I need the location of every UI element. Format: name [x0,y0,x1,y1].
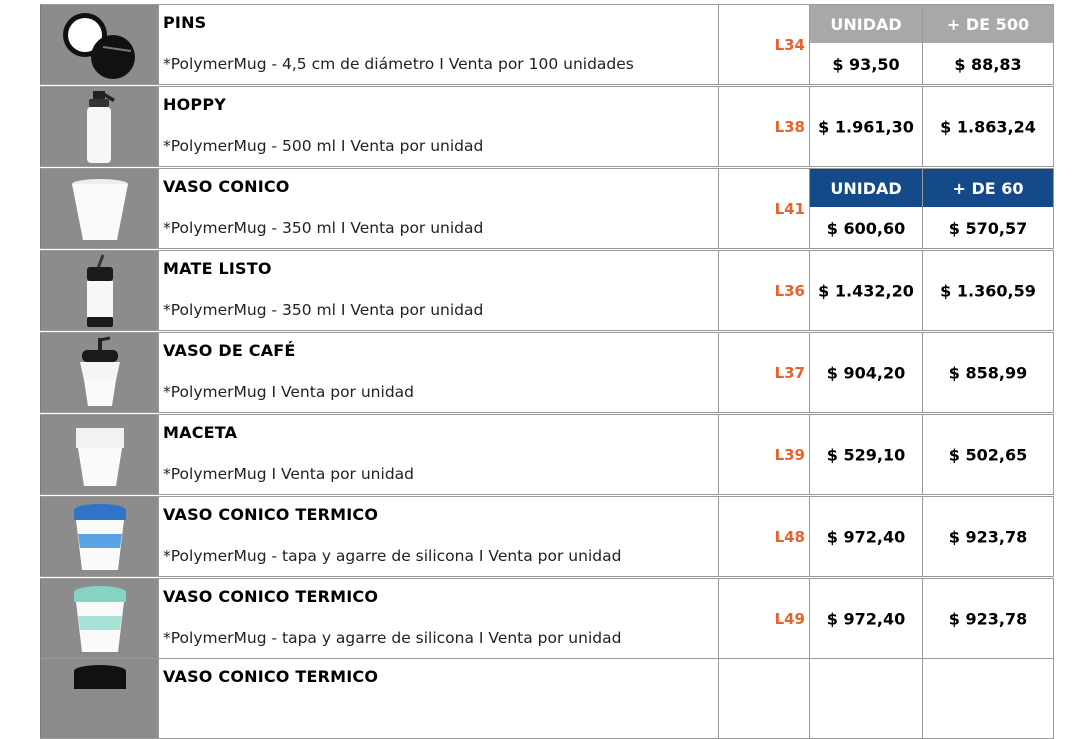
product-code: L37 [774,363,805,382]
product-description-cell [158,169,718,248]
price-header-bulk: + DE 60 [923,169,1053,207]
product-name: VASO CONICO TERMICO [163,505,379,524]
price-bulk-cell [923,415,1054,494]
product-code-cell [718,333,810,412]
pin-icon [55,7,145,82]
price-unit-cell [810,5,923,84]
price-bulk: $ 923,78 [948,609,1028,628]
price-unit-cell [810,659,923,738]
price-unit: $ 529,10 [826,445,906,464]
price-header-bulk: + DE 500 [923,5,1053,43]
thermal-cup-black-icon [68,659,132,689]
product-detail: *PolymerMug I Venta por unidad [163,383,414,401]
thermal-cup-mint-icon [68,582,132,656]
product-name: VASO CONICO [163,177,290,196]
price-unit: $ 1.961,30 [818,117,914,136]
product-name: VASO CONICO TERMICO [163,667,379,686]
price-unit: $ 904,20 [826,363,906,382]
price-bulk-cell [923,497,1054,576]
table-row [40,496,1054,577]
price-unit: $ 1.432,20 [818,281,914,300]
conic-cup-icon [65,174,135,244]
price-bulk: $ 88,83 [954,55,1022,74]
product-image-cell [40,333,158,412]
planter-icon [70,420,130,490]
price-bulk-cell [923,659,1054,738]
product-detail: *PolymerMug - 350 ml I Venta por unidad [163,301,484,319]
product-code: L34 [774,35,805,54]
bottle-icon [75,89,125,165]
product-name: MACETA [163,423,238,442]
table-row [40,578,1054,659]
price-bulk-cell [923,5,1054,84]
product-name: PINS [163,13,207,32]
price-unit-cell [810,251,923,330]
product-description-cell [158,579,718,658]
price-bulk: $ 1.360,59 [940,281,1036,300]
product-name: VASO CONICO TERMICO [163,587,379,606]
product-code-cell [718,497,810,576]
price-bulk: $ 1.863,24 [940,117,1036,136]
table-row [40,332,1054,413]
product-detail: *PolymerMug - 350 ml I Venta por unidad [163,219,484,237]
mate-icon [75,253,125,329]
product-image-cell [40,659,158,738]
product-detail: *PolymerMug - tapa y agarre de silicona I Venta por unidad [163,547,622,565]
product-code-cell [718,251,810,330]
price-unit-cell [810,87,923,166]
product-description-cell [158,659,718,738]
product-code-cell [718,659,810,738]
product-code-cell [718,415,810,494]
product-image-cell [40,169,158,248]
price-unit: $ 600,60 [826,219,906,238]
product-description-cell [158,415,718,494]
product-image-cell [40,251,158,330]
product-name: VASO DE CAFÉ [163,341,296,360]
price-unit-cell [810,169,923,248]
product-name: MATE LISTO [163,259,272,278]
table-row [40,4,1054,85]
product-code-cell [718,579,810,658]
price-header-unit: UNIDAD [810,169,922,207]
price-unit: $ 972,40 [826,527,906,546]
price-unit: $ 972,40 [826,609,906,628]
product-detail: *PolymerMug - 500 ml I Venta por unidad [163,137,484,155]
price-bulk-cell [923,579,1054,658]
price-unit: $ 93,50 [832,55,900,74]
price-bulk-cell [923,333,1054,412]
price-bulk-cell [923,251,1054,330]
price-bulk-cell [923,169,1054,248]
product-code: L48 [774,527,805,546]
product-description-cell [158,251,718,330]
coffee-cup-icon [70,336,130,410]
price-unit-cell [810,579,923,658]
table-row [40,658,1054,739]
price-unit-cell [810,497,923,576]
product-image-cell [40,5,158,84]
product-detail: *PolymerMug I Venta por unidad [163,465,414,483]
product-image-cell [40,415,158,494]
table-row [40,250,1054,331]
table-row [40,168,1054,249]
price-unit-cell [810,415,923,494]
product-image-cell [40,497,158,576]
price-header-unit: UNIDAD [810,5,922,43]
product-description-cell [158,333,718,412]
product-code-cell [718,5,810,84]
product-description-cell [158,87,718,166]
product-code-cell [718,87,810,166]
product-code: L41 [774,199,805,218]
price-bulk: $ 858,99 [948,363,1028,382]
thermal-cup-blue-icon [68,500,132,574]
product-image-cell [40,87,158,166]
product-description-cell [158,497,718,576]
table-row [40,414,1054,495]
product-code: L38 [774,117,805,136]
product-description-cell [158,5,718,84]
table-row [40,86,1054,167]
product-code: L49 [774,609,805,628]
product-detail: *PolymerMug - tapa y agarre de silicona I Venta por unidad [163,629,622,647]
product-code-cell [718,169,810,248]
product-detail: *PolymerMug - 4,5 cm de diámetro I Venta por 100 unidades [163,55,634,73]
price-bulk: $ 923,78 [948,527,1028,546]
product-name: HOPPY [163,95,227,114]
price-bulk-cell [923,87,1054,166]
price-unit-cell [810,333,923,412]
price-bulk: $ 502,65 [948,445,1028,464]
product-code: L36 [774,281,805,300]
price-bulk: $ 570,57 [948,219,1028,238]
product-code: L39 [774,445,805,464]
product-image-cell [40,579,158,658]
